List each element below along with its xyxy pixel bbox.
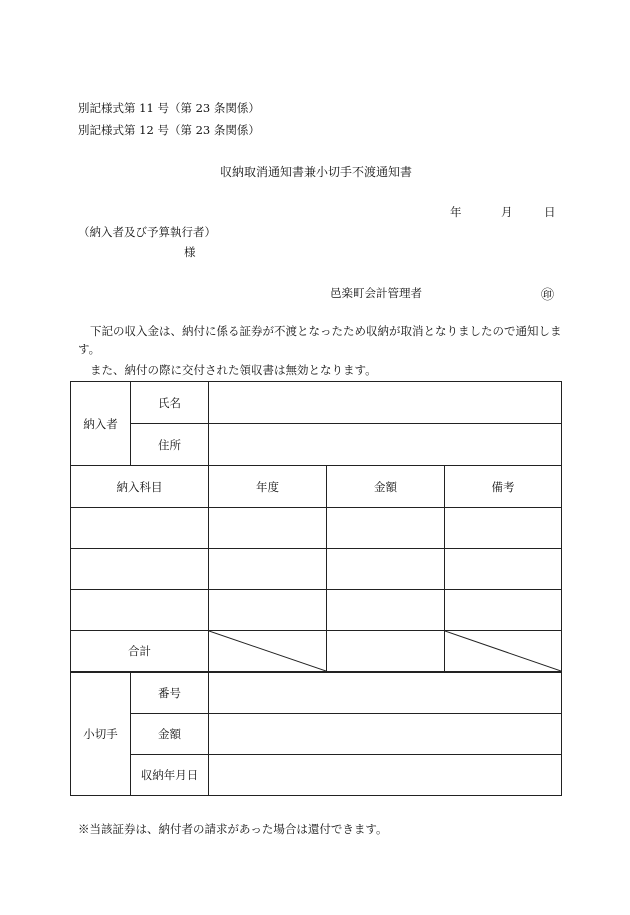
total-label: 合計 [71, 631, 209, 672]
header-account-item: 納入科目 [71, 466, 209, 508]
fiscal-year-cell[interactable] [209, 549, 327, 590]
diagonal-slash [445, 631, 561, 671]
payer-address-field[interactable] [209, 424, 562, 466]
amount-cell[interactable] [327, 590, 445, 631]
payer-name-label: 氏名 [131, 382, 209, 424]
total-fiscal-year-crossed-cell [209, 631, 327, 672]
check-amount-label: 金額 [131, 714, 209, 755]
date-year-label: 年 [450, 205, 462, 219]
total-remarks-crossed-cell [445, 631, 562, 672]
receipt-date-label: 収納年月日 [131, 755, 209, 796]
table-row [71, 590, 562, 631]
check-number-field[interactable] [209, 673, 562, 714]
header-amount: 金額 [327, 466, 445, 508]
remarks-cell[interactable] [445, 549, 562, 590]
check-amount-field[interactable] [209, 714, 562, 755]
footnote: ※当該証券は、納付者の請求があった場合は還付できます。 [78, 822, 388, 836]
seal-mark: ㊞ [541, 288, 555, 303]
payer-address-label: 住所 [131, 424, 209, 466]
receipt-date-field[interactable] [209, 755, 562, 796]
amount-cell[interactable] [327, 549, 445, 590]
payer-name-field[interactable] [209, 382, 562, 424]
notice-paragraph-1: 下記の収入金は、納付に係る証券が不渡となったため収納が取消となりましたので通知します。 [78, 324, 562, 356]
date-day-label: 日 [544, 205, 556, 219]
diagonal-slash [209, 631, 326, 671]
form-number-line-1: 別記様式第 11 号（第 23 条関係） [78, 101, 260, 115]
total-row [71, 631, 562, 672]
addressee-sama: 様 [184, 245, 196, 259]
form-number-line-2: 別記様式第 12 号（第 23 条関係） [78, 123, 260, 137]
account-item-cell[interactable] [71, 508, 209, 549]
fiscal-year-cell[interactable] [209, 590, 327, 631]
header-remarks: 備考 [445, 466, 562, 508]
table-row [71, 549, 562, 590]
check-group-label: 小切手 [71, 673, 131, 796]
items-table [70, 465, 562, 672]
date-month-label: 月 [501, 205, 513, 219]
account-item-cell[interactable] [71, 590, 209, 631]
fiscal-year-cell[interactable] [209, 508, 327, 549]
total-amount-cell[interactable] [327, 631, 445, 672]
table-row [71, 508, 562, 549]
notice-paragraph-2: また、納付の際に交付された領収書は無効となります。 [90, 363, 377, 377]
addressee-label: （納入者及び予算執行者） [78, 225, 216, 239]
issuer-name: 邑楽町会計管理者 [330, 286, 422, 300]
header-fiscal-year: 年度 [209, 466, 327, 508]
check-table [70, 672, 562, 796]
payer-table [70, 381, 562, 466]
remarks-cell[interactable] [445, 590, 562, 631]
account-item-cell[interactable] [71, 549, 209, 590]
document-title: 収納取消通知書兼小切手不渡通知書 [220, 165, 413, 179]
check-number-label: 番号 [131, 673, 209, 714]
payer-group-label: 納入者 [71, 382, 131, 466]
amount-cell[interactable] [327, 508, 445, 549]
remarks-cell[interactable] [445, 508, 562, 549]
